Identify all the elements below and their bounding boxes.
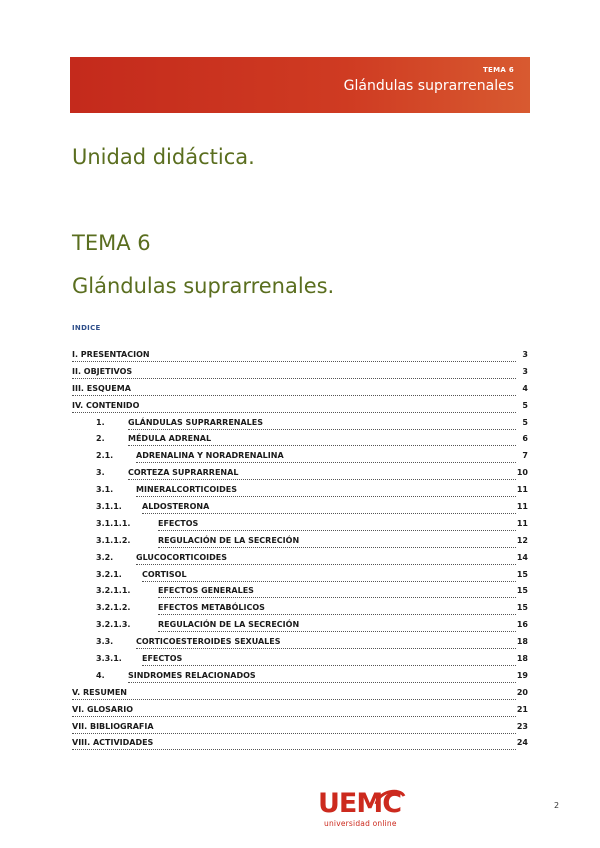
toc-entry[interactable] xyxy=(72,550,528,567)
toc-entry-page: 5 xyxy=(522,400,528,410)
toc-entry[interactable] xyxy=(72,735,528,752)
toc-entry-page: 3 xyxy=(522,350,528,359)
toc-leader-dots xyxy=(72,685,516,700)
toc-entry[interactable] xyxy=(72,583,528,600)
toc-entry-page: 16 xyxy=(516,620,528,630)
toc-entry-page: 15 xyxy=(516,603,528,613)
toc-entry-title: CORTICOESTEROIDES SEXUALES xyxy=(136,637,281,647)
toc-entry-title: SINDROMES RELACIONADOS xyxy=(128,670,256,680)
toc-entry-title: REGULACIÓN DE LA SECRECIÓN xyxy=(158,620,300,630)
toc-entry-title: ALDOSTERONA xyxy=(142,502,210,512)
toc-entry-page: 14 xyxy=(516,552,528,562)
toc-entry-number: 4. xyxy=(96,670,105,680)
toc-entry[interactable] xyxy=(72,668,528,685)
uemc-logo xyxy=(318,788,408,830)
toc-entry-page: 15 xyxy=(516,569,528,579)
toc-entry-number: 3. xyxy=(96,468,105,478)
toc-leader-dots xyxy=(72,702,516,717)
toc-entry-title: VI. GLOSARIO xyxy=(72,704,134,714)
toc-entry-page: 10 xyxy=(516,468,528,478)
toc-entry[interactable] xyxy=(72,651,528,668)
toc-entry-title: EFECTOS GENERALES xyxy=(158,586,254,596)
toc-entry-title: MINERALCORTICOIDES xyxy=(136,485,237,495)
toc-entry-page: 11 xyxy=(516,518,528,528)
tema-heading: TEMA 6 xyxy=(72,231,151,255)
toc-entry-page: 4 xyxy=(522,383,528,393)
toc-entry-page: 21 xyxy=(516,704,528,714)
toc-leader-dots xyxy=(72,364,516,379)
toc-entry[interactable] xyxy=(72,415,528,432)
toc-leader-dots xyxy=(158,516,516,531)
toc-entry-number: 3.1.1.2. xyxy=(96,535,131,545)
toc-entry[interactable] xyxy=(72,431,528,448)
toc-entry-number: 3.2.1. xyxy=(96,569,122,579)
toc-leader-dots xyxy=(142,651,516,666)
logo-tagline: universidad online xyxy=(324,819,397,828)
toc-entry-number: 3.1.1. xyxy=(96,502,122,512)
toc-entry-page: 23 xyxy=(516,721,528,731)
toc-entry[interactable] xyxy=(72,719,528,736)
unidad-heading: Unidad didáctica. xyxy=(72,145,255,169)
toc-entry-page: 19 xyxy=(516,670,528,680)
toc-entry-title: EFECTOS xyxy=(142,654,183,664)
toc-entry-number: 3.2. xyxy=(96,552,114,562)
toc-entry[interactable] xyxy=(72,634,528,651)
toc-entry-page: 15 xyxy=(516,586,528,596)
toc-entry-title: GLÁNDULAS SUPRARRENALES xyxy=(128,417,263,427)
toc-entry[interactable] xyxy=(72,448,528,465)
toc-entry-title: MÉDULA ADRENAL xyxy=(128,434,212,444)
header-title: Glándulas suprarrenales xyxy=(343,78,514,94)
toc-entry-title: VII. BIBLIOGRAFIA xyxy=(72,721,154,731)
toc-entry-title: I. PRESENTACION xyxy=(72,350,150,359)
toc-entry-title: ADRENALINA Y NORADRENALINA xyxy=(136,451,284,461)
toc-entry-page: 3 xyxy=(522,366,528,376)
toc-entry[interactable] xyxy=(72,567,528,584)
toc-entry-number: 3.3. xyxy=(96,637,114,647)
toc-entry[interactable] xyxy=(72,482,528,499)
toc-entry-title: CORTEZA SUPRARRENAL xyxy=(128,468,239,478)
toc-entry-title: REGULACIÓN DE LA SECRECIÓN xyxy=(158,535,300,545)
toc-entry[interactable] xyxy=(72,364,528,381)
toc-entry[interactable] xyxy=(72,381,528,398)
toc-entry-page: 11 xyxy=(516,485,528,495)
toc-entry-page: 12 xyxy=(516,535,528,545)
logo-swoosh-icon xyxy=(370,788,410,810)
toc-entry-page: 6 xyxy=(522,434,528,444)
toc-entry-page: 11 xyxy=(516,502,528,512)
subject-heading: Glándulas suprarrenales. xyxy=(72,274,335,298)
toc-entry-page: 24 xyxy=(516,738,528,748)
toc-entry[interactable] xyxy=(72,499,528,516)
toc-entry-number: 3.1.1.1. xyxy=(96,518,131,528)
toc-entry-title: VIII. ACTIVIDADES xyxy=(72,738,154,748)
toc-entry[interactable] xyxy=(72,533,528,550)
toc-entry[interactable] xyxy=(72,617,528,634)
toc-entry-number: 2.1. xyxy=(96,451,114,461)
toc-entry-number: 3.2.1.1. xyxy=(96,586,131,596)
toc-entry-page: 7 xyxy=(522,451,528,461)
header-tema: TEMA 6 xyxy=(482,66,514,74)
toc-entry-page: 18 xyxy=(516,637,528,647)
page-number: 2 xyxy=(554,801,560,810)
toc-entry-page: 5 xyxy=(522,417,528,427)
toc-entry[interactable] xyxy=(72,600,528,617)
toc-entry-number: 3.1. xyxy=(96,485,114,495)
toc-entry-page: 18 xyxy=(516,654,528,664)
toc-entry-number: 3.2.1.3. xyxy=(96,620,131,630)
header-banner xyxy=(70,57,530,113)
toc-entry-number: 3.2.1.2. xyxy=(96,603,131,613)
toc-entry-title: CORTISOL xyxy=(142,569,187,579)
toc-leader-dots xyxy=(72,381,516,396)
toc-entry-number: 1. xyxy=(96,417,105,427)
toc-entry[interactable] xyxy=(72,702,528,719)
indice-label: INDICE xyxy=(72,324,101,332)
toc-entry-title: V. RESUMEN xyxy=(72,687,127,697)
toc-entry-title: EFECTOS xyxy=(158,518,199,528)
toc-entry[interactable] xyxy=(72,465,528,482)
table-of-contents xyxy=(72,347,528,752)
toc-entry-number: 2. xyxy=(96,434,105,444)
toc-entry[interactable] xyxy=(72,347,528,364)
toc-entry[interactable] xyxy=(72,685,528,702)
toc-entry-page: 20 xyxy=(516,687,528,697)
toc-entry-title: IV. CONTENIDO xyxy=(72,400,140,410)
toc-entry[interactable] xyxy=(72,398,528,415)
logo-wordmark: UEMC xyxy=(318,788,402,819)
toc-entry[interactable] xyxy=(72,516,528,533)
toc-entry-title: GLUCOCORTICOIDES xyxy=(136,552,227,562)
toc-entry-title: EFECTOS METABÓLICOS xyxy=(158,603,265,613)
toc-entry-number: 3.3.1. xyxy=(96,654,122,664)
toc-entry-title: II. OBJETIVOS xyxy=(72,366,133,376)
toc-leader-dots xyxy=(142,567,516,582)
toc-entry-title: III. ESQUEMA xyxy=(72,383,131,393)
